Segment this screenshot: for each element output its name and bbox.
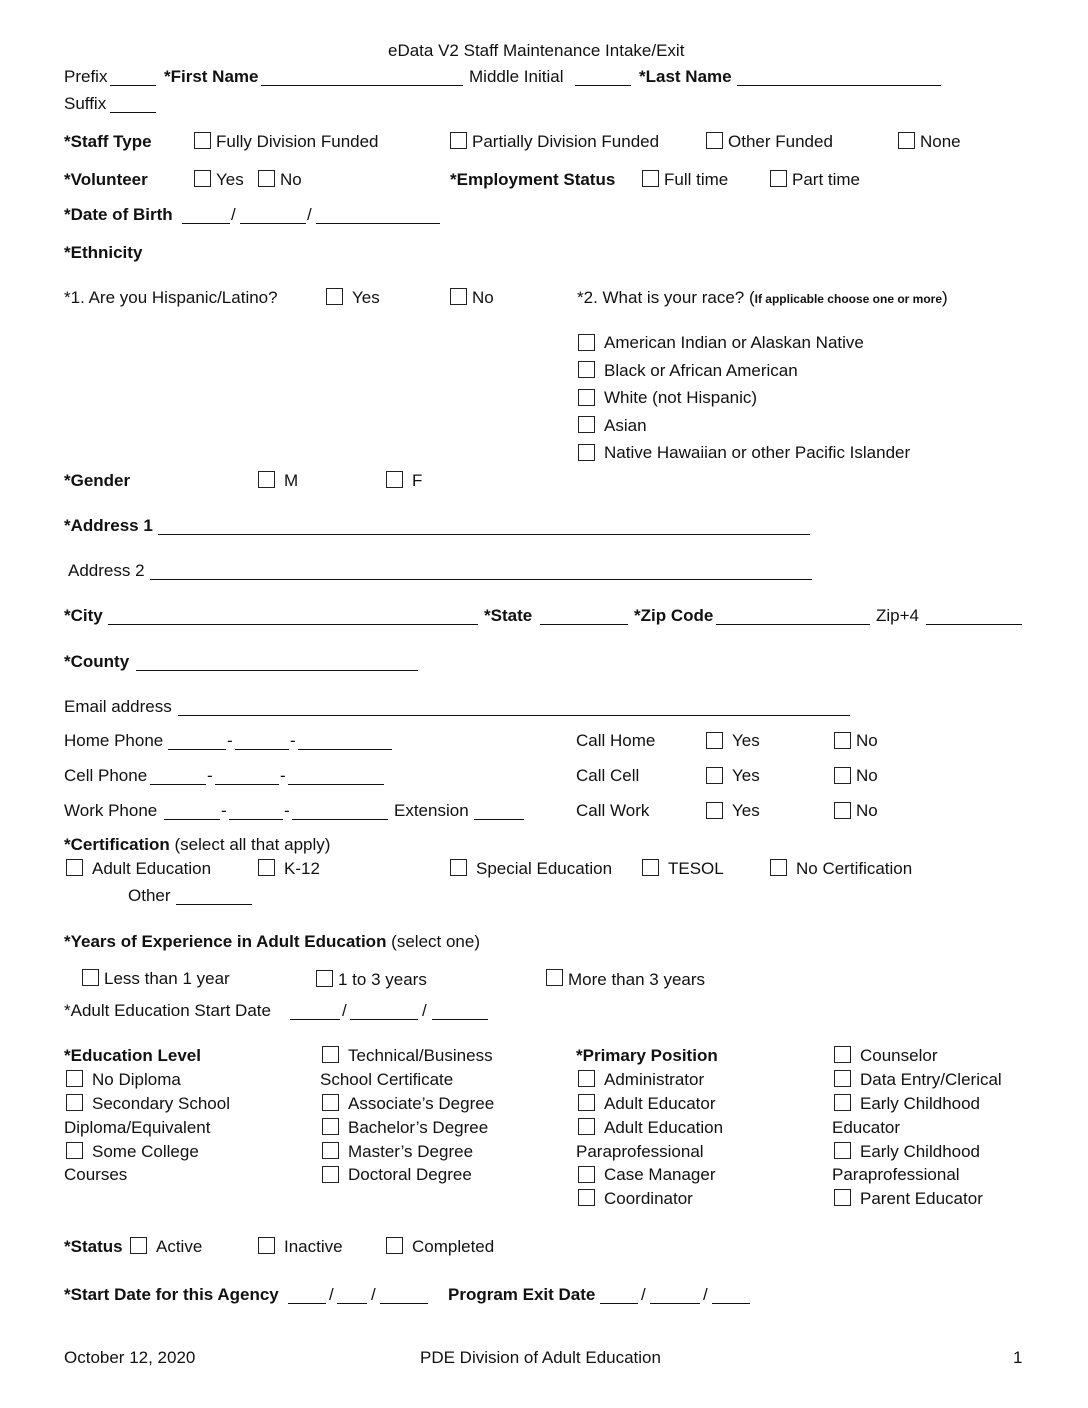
cell-phone-dash-2: -	[280, 766, 286, 785]
staff-type-label: *Staff Type	[64, 132, 152, 151]
call-home-no-label: No	[856, 731, 878, 750]
pos-case-manager-checkbox[interactable]	[578, 1166, 595, 1183]
pos-adult-educator-checkbox[interactable]	[578, 1094, 595, 1111]
ethnicity-label: *Ethnicity	[64, 243, 143, 262]
prefix-field[interactable]	[110, 85, 156, 86]
last-name-label: *Last Name	[639, 67, 732, 86]
volunteer-yes-checkbox[interactable]	[194, 170, 211, 187]
call-home-label: Call Home	[576, 731, 656, 750]
volunteer-yes-label: Yes	[216, 170, 244, 189]
pos-case-manager-label: Case Manager	[604, 1165, 716, 1184]
exit-slash-1: /	[641, 1285, 646, 1304]
home-phone-dash-2: -	[290, 731, 296, 750]
dob-label: *Date of Birth	[64, 205, 173, 224]
call-home-yes-label: Yes	[732, 731, 760, 750]
first-name-label: *First Name	[164, 67, 259, 86]
edu-secondary-label: Secondary School	[92, 1094, 230, 1113]
work-phone-dash-1: -	[221, 801, 227, 820]
email-field[interactable]	[178, 715, 850, 716]
exit-year-field[interactable]	[712, 1303, 750, 1304]
call-work-no-checkbox[interactable]	[834, 802, 851, 819]
pos-ae-para-label: Adult Education	[604, 1118, 724, 1137]
ae-start-year-field[interactable]	[432, 1019, 488, 1020]
call-home-yes-checkbox[interactable]	[706, 732, 723, 749]
staff-type-partially-label: Partially Division Funded	[472, 132, 660, 151]
cert-tesol-checkbox[interactable]	[642, 859, 659, 876]
zip4-label: Zip+4	[876, 606, 919, 625]
cert-k12-label: K-12	[284, 859, 320, 878]
city-label: *City	[64, 606, 103, 625]
employment-full-label: Full time	[664, 170, 729, 189]
call-cell-yes-label: Yes	[732, 766, 760, 785]
gender-m-label: M	[284, 471, 299, 490]
last-name-field[interactable]	[737, 85, 941, 86]
work-phone-dash-2: -	[284, 801, 290, 820]
address2-label: Address 2	[68, 561, 145, 580]
dob-year-field[interactable]	[316, 223, 440, 224]
race-asian-checkbox[interactable]	[578, 416, 595, 433]
edu-bachelors-label: Bachelor’s Degree	[348, 1118, 489, 1137]
gender-f-checkbox[interactable]	[386, 471, 403, 488]
cell-phone-line-field[interactable]	[288, 784, 384, 785]
volunteer-label: *Volunteer	[64, 170, 148, 189]
edu-secondary-label-2: Diploma/Equivalent	[64, 1118, 211, 1137]
pos-administrator-label: Administrator	[604, 1070, 705, 1089]
race-white-label: White (not Hispanic)	[604, 388, 758, 407]
dob-day-field[interactable]	[240, 223, 306, 224]
status-inactive-checkbox[interactable]	[258, 1237, 275, 1254]
page-title: eData V2 Staff Maintenance Intake/Exit	[388, 41, 685, 60]
status-active-label: Active	[156, 1237, 203, 1256]
call-cell-yes-checkbox[interactable]	[706, 767, 723, 784]
address1-field[interactable]	[158, 534, 810, 535]
pos-ec-para-label-2: Paraprofessional	[832, 1165, 960, 1184]
address2-field[interactable]	[150, 579, 812, 580]
pos-parent-educator-label: Parent Educator	[860, 1189, 983, 1208]
zip-field[interactable]	[716, 624, 870, 625]
hispanic-question: *1. Are you Hispanic/Latino?	[64, 288, 278, 307]
status-inactive-label: Inactive	[284, 1237, 343, 1256]
status-completed-label: Completed	[412, 1237, 495, 1256]
exp-more-3-label: More than 3 years	[568, 970, 706, 989]
footer-page-number: 1	[1013, 1348, 1023, 1367]
home-phone-area-field[interactable]	[168, 749, 226, 750]
agency-start-date-label: *Start Date for this Agency	[64, 1285, 279, 1304]
pos-parent-educator-checkbox[interactable]	[834, 1189, 851, 1206]
cell-phone-dash-1: -	[207, 766, 213, 785]
zip4-field[interactable]	[926, 624, 1022, 625]
suffix-field[interactable]	[110, 112, 156, 113]
pos-ae-para-checkbox[interactable]	[578, 1118, 595, 1135]
race-black-label: Black or African American	[604, 361, 798, 380]
edu-some-college-label-2: Courses	[64, 1165, 128, 1184]
city-field[interactable]	[108, 624, 478, 625]
ae-start-slash-1: /	[342, 1001, 347, 1020]
pos-counselor-label: Counselor	[860, 1046, 938, 1065]
gender-label: *Gender	[64, 471, 131, 490]
cert-special-ed-label: Special Education	[476, 859, 613, 878]
work-phone-line-field[interactable]	[292, 819, 388, 820]
status-active-checkbox[interactable]	[130, 1237, 147, 1254]
cert-k12-checkbox[interactable]	[258, 859, 275, 876]
agency-start-slash-1: /	[329, 1285, 334, 1304]
edu-technical-checkbox[interactable]	[322, 1046, 339, 1063]
staff-type-partially-checkbox[interactable]	[450, 132, 467, 149]
race-native-american-label: American Indian or Alaskan Native	[604, 333, 864, 352]
edu-doctoral-label: Doctoral Degree	[348, 1165, 472, 1184]
work-phone-area-field[interactable]	[164, 819, 220, 820]
race-asian-label: Asian	[604, 416, 647, 435]
edu-associates-checkbox[interactable]	[322, 1094, 339, 1111]
pos-ec-para-checkbox[interactable]	[834, 1142, 851, 1159]
footer-org: PDE Division of Adult Education	[420, 1348, 661, 1367]
race-native-american-checkbox[interactable]	[578, 334, 595, 351]
email-label: Email address	[64, 697, 172, 716]
agency-start-slash-2: /	[371, 1285, 376, 1304]
hispanic-yes-label: Yes	[352, 288, 380, 307]
extension-label: Extension	[394, 801, 469, 820]
pos-ec-educator-label-2: Educator	[832, 1118, 901, 1137]
dob-month-field[interactable]	[182, 223, 230, 224]
race-white-checkbox[interactable]	[578, 389, 595, 406]
edu-associates-label: Associate’s Degree	[348, 1094, 495, 1113]
cert-none-checkbox[interactable]	[770, 859, 787, 876]
call-cell-no-label: No	[856, 766, 878, 785]
home-phone-label: Home Phone	[64, 731, 164, 750]
ae-start-slash-2: /	[422, 1001, 427, 1020]
ae-start-month-field[interactable]	[290, 1019, 340, 1020]
call-home-no-checkbox[interactable]	[834, 732, 851, 749]
middle-initial-label: Middle Initial	[469, 67, 564, 86]
employment-part-label: Part time	[792, 170, 861, 189]
exp-less-1-label: Less than 1 year	[104, 969, 230, 988]
cert-adult-ed-label: Adult Education	[92, 859, 212, 878]
pos-coordinator-checkbox[interactable]	[578, 1189, 595, 1206]
work-phone-prefix-field[interactable]	[229, 819, 283, 820]
hispanic-no-checkbox[interactable]	[450, 288, 467, 305]
edu-doctoral-checkbox[interactable]	[322, 1166, 339, 1183]
cert-special-ed-checkbox[interactable]	[450, 859, 467, 876]
exp-less-1-checkbox[interactable]	[82, 969, 99, 986]
edu-masters-checkbox[interactable]	[322, 1142, 339, 1159]
call-work-no-label: No	[856, 801, 878, 820]
cert-tesol-label: TESOL	[668, 859, 724, 878]
agency-start-year-field[interactable]	[380, 1303, 428, 1304]
home-phone-prefix-field[interactable]	[235, 749, 289, 750]
dob-slash-2: /	[307, 205, 312, 224]
edu-technical-label-2: School Certificate	[320, 1070, 454, 1089]
hispanic-yes-checkbox[interactable]	[326, 288, 343, 305]
first-name-field[interactable]	[261, 85, 463, 86]
exit-date-label: Program Exit Date	[448, 1285, 596, 1304]
pos-data-entry-label: Data Entry/Clerical	[860, 1070, 1002, 1089]
work-phone-label: Work Phone	[64, 801, 158, 820]
call-cell-label: Call Cell	[576, 766, 640, 785]
pos-administrator-checkbox[interactable]	[578, 1070, 595, 1087]
exp-more-3-checkbox[interactable]	[546, 969, 563, 986]
primary-position-heading: *Primary Position	[576, 1046, 718, 1065]
footer-date: October 12, 2020	[64, 1348, 196, 1367]
call-cell-no-checkbox[interactable]	[834, 767, 851, 784]
pos-ec-educator-label: Early Childhood	[860, 1094, 981, 1113]
address1-label: *Address 1	[64, 516, 153, 535]
exp-1-3-label: 1 to 3 years	[338, 970, 427, 989]
edu-secondary-checkbox[interactable]	[66, 1094, 83, 1111]
status-label: *Status	[64, 1237, 123, 1256]
status-completed-checkbox[interactable]	[386, 1237, 403, 1254]
edu-bachelors-checkbox[interactable]	[322, 1118, 339, 1135]
middle-initial-field[interactable]	[575, 85, 631, 86]
suffix-label: Suffix	[64, 94, 107, 113]
prefix-label: Prefix	[64, 67, 108, 86]
cert-other-label: Other	[128, 886, 171, 905]
edu-some-college-label: Some College	[92, 1142, 199, 1161]
certification-heading: *Certification (select all that apply)	[64, 835, 331, 854]
home-phone-line-field[interactable]	[298, 749, 392, 750]
pos-coordinator-label: Coordinator	[604, 1189, 693, 1208]
edu-some-college-checkbox[interactable]	[66, 1142, 83, 1159]
edu-masters-label: Master’s Degree	[348, 1142, 474, 1161]
pos-counselor-checkbox[interactable]	[834, 1046, 851, 1063]
county-field[interactable]	[136, 670, 418, 671]
call-work-yes-label: Yes	[732, 801, 760, 820]
exit-month-field[interactable]	[600, 1303, 638, 1304]
hispanic-no-label: No	[472, 288, 494, 307]
gender-m-checkbox[interactable]	[258, 471, 275, 488]
staff-type-other-checkbox[interactable]	[706, 132, 723, 149]
home-phone-dash-1: -	[227, 731, 233, 750]
edu-technical-label: Technical/Business	[348, 1046, 493, 1065]
education-level-heading: *Education Level	[64, 1046, 201, 1065]
ae-start-day-field[interactable]	[350, 1019, 418, 1020]
experience-heading: *Years of Experience in Adult Education (select one)	[64, 932, 480, 951]
staff-type-none-label: None	[920, 132, 961, 151]
race-pacific-islander-label: Native Hawaiian or other Pacific Islander	[604, 443, 911, 462]
pos-ae-para-label-2: Paraprofessional	[576, 1142, 704, 1161]
edu-no-diploma-label: No Diploma	[92, 1070, 181, 1089]
staff-type-other-label: Other Funded	[728, 132, 833, 151]
extension-field[interactable]	[474, 819, 524, 820]
cert-none-label: No Certification	[796, 859, 913, 878]
race-black-checkbox[interactable]	[578, 361, 595, 378]
county-label: *County	[64, 652, 130, 671]
cell-phone-prefix-field[interactable]	[215, 784, 279, 785]
ae-start-date-label: *Adult Education Start Date	[64, 1001, 271, 1020]
race-question: *2. What is your race? (If applicable choose one or more)	[577, 288, 948, 307]
agency-start-month-field[interactable]	[288, 1303, 326, 1304]
pos-adult-educator-label: Adult Educator	[604, 1094, 716, 1113]
pos-ec-para-label: Early Childhood	[860, 1142, 981, 1161]
cell-phone-label: Cell Phone	[64, 766, 148, 785]
state-label: *State	[484, 606, 533, 625]
employment-part-checkbox[interactable]	[770, 170, 787, 187]
exp-1-3-checkbox[interactable]	[316, 970, 333, 987]
employment-full-checkbox[interactable]	[642, 170, 659, 187]
call-work-yes-checkbox[interactable]	[706, 802, 723, 819]
zip-label: *Zip Code	[634, 606, 714, 625]
call-work-label: Call Work	[576, 801, 650, 820]
volunteer-no-label: No	[280, 170, 302, 189]
staff-type-fully-label: Fully Division Funded	[216, 132, 379, 151]
edu-no-diploma-checkbox[interactable]	[66, 1070, 83, 1087]
race-pacific-islander-checkbox[interactable]	[578, 444, 595, 461]
staff-type-fully-checkbox[interactable]	[194, 132, 211, 149]
staff-type-none-checkbox[interactable]	[898, 132, 915, 149]
state-field[interactable]	[540, 624, 628, 625]
exit-day-field[interactable]	[650, 1303, 700, 1304]
dob-slash-1: /	[231, 205, 236, 224]
cell-phone-area-field[interactable]	[150, 784, 206, 785]
volunteer-no-checkbox[interactable]	[258, 170, 275, 187]
pos-data-entry-checkbox[interactable]	[834, 1070, 851, 1087]
employment-status-label: *Employment Status	[450, 170, 616, 189]
cert-other-field[interactable]	[176, 904, 252, 905]
cert-adult-ed-checkbox[interactable]	[66, 859, 83, 876]
exit-slash-2: /	[703, 1285, 708, 1304]
pos-ec-educator-checkbox[interactable]	[834, 1094, 851, 1111]
agency-start-day-field[interactable]	[337, 1303, 367, 1304]
gender-f-label: F	[412, 471, 423, 490]
